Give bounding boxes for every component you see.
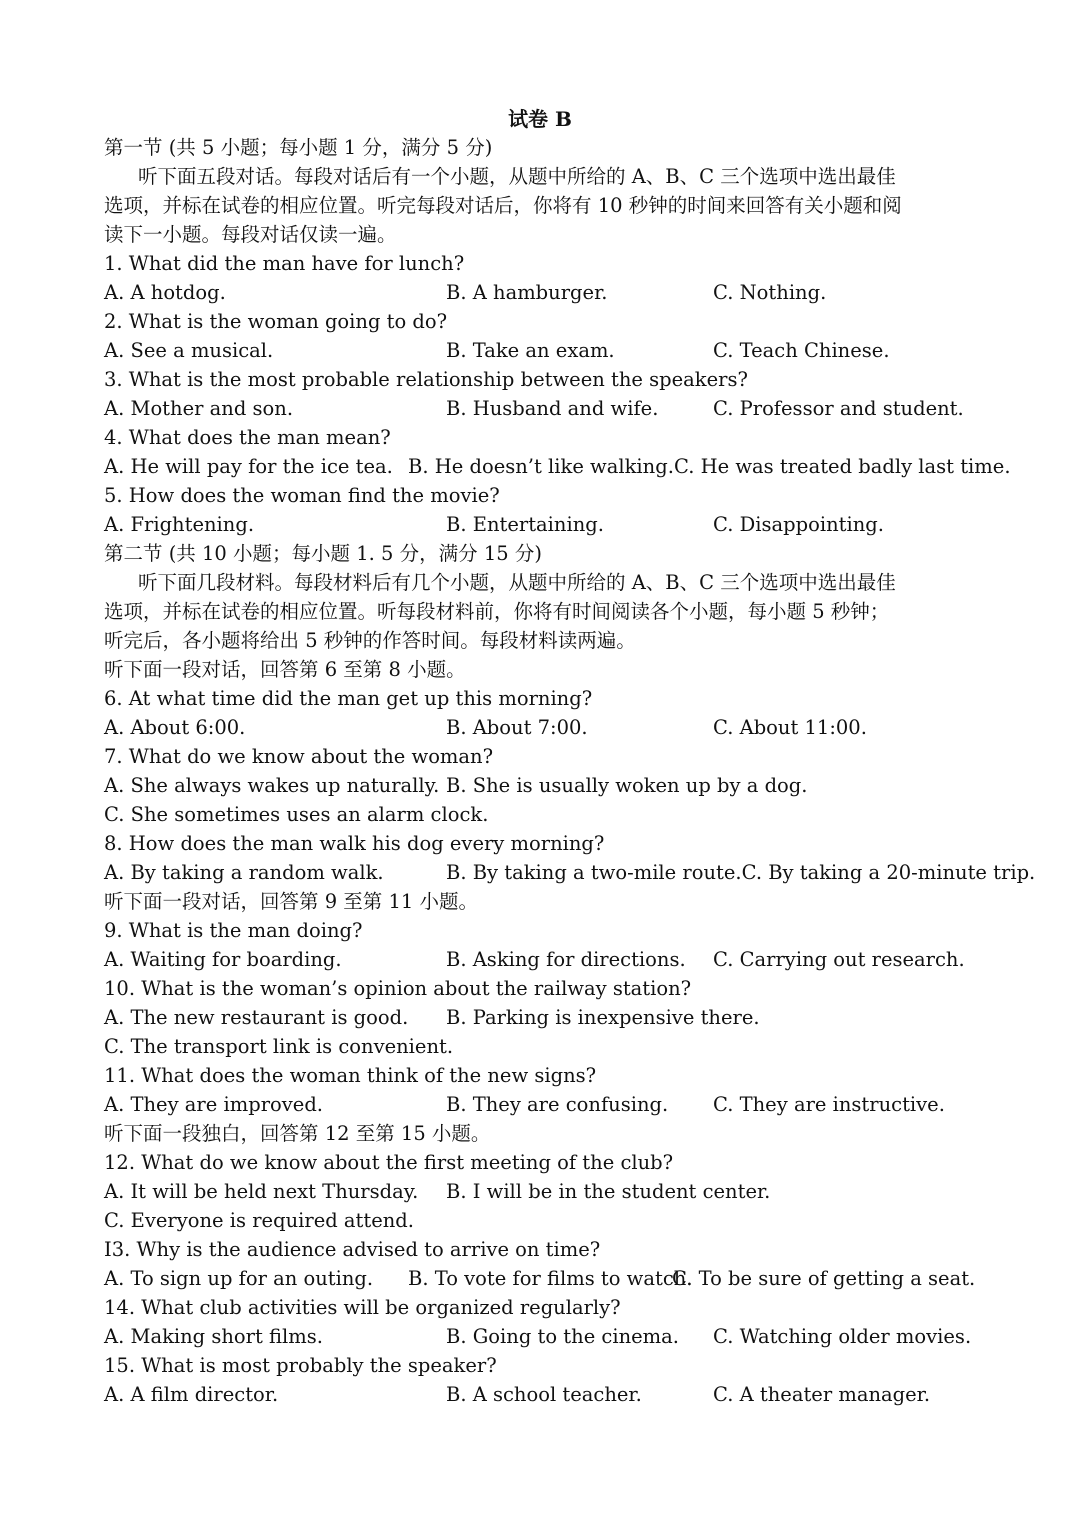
options-2 (104, 336, 984, 365)
option-b: B. She is usually woken up by a dog. (446, 774, 808, 797)
question-8: 8. How does the man walk his dog every morning? (104, 832, 605, 855)
option-b: B. About 7:00. (446, 716, 588, 739)
option-a: A. Waiting for boarding. (104, 948, 342, 971)
option-a: A. See a musical. (104, 339, 274, 362)
option-c: C. Everyone is required attend. (104, 1209, 414, 1232)
section1-instruction-line: 听下面五段对话。每段对话后有一个小题，从题中所给的 A、B、C 三个选项中选出最佳 (138, 165, 896, 188)
option-a: A. A film director. (104, 1383, 279, 1406)
options-6 (104, 713, 984, 742)
options-11 (104, 1090, 984, 1119)
section2-heading: 第二节 (共 10 小题；每小题 1. 5 分，满分 15 分) (104, 542, 542, 565)
option-b: B. I will be in the student center. (446, 1180, 771, 1203)
option-c: C. They are instructive. (713, 1093, 945, 1116)
options-7 (104, 771, 984, 800)
option-c: C. Watching older movies. (713, 1325, 972, 1348)
group-intro: 听下面一段对话，回答第 6 至第 8 小题。 (104, 658, 466, 681)
option-a: A. To sign up for an outing. (104, 1267, 374, 1290)
option-b: B. A hamburger. (446, 281, 608, 304)
question-11: 11. What does the woman think of the new signs? (104, 1064, 597, 1087)
option-b: B. A school teacher. (446, 1383, 642, 1406)
page-title: 试卷 B (508, 107, 572, 131)
option-b: B. Parking is inexpensive there. (446, 1006, 760, 1029)
option-b-c: B. By taking a two-mile route.C. By taking a 20-minute trip. (446, 861, 1036, 884)
question-6: 6. At what time did the man get up this morning? (104, 687, 593, 710)
options-15 (104, 1380, 984, 1409)
question-1: 1. What did the man have for lunch? (104, 252, 465, 275)
group-intro: 听下面一段独白，回答第 12 至第 15 小题。 (104, 1122, 491, 1145)
question-9: 9. What is the man doing? (104, 919, 363, 942)
section2-instruction-line: 听下面几段材料。每段材料后有几个小题，从题中所给的 A、B、C 三个选项中选出最佳 (138, 571, 896, 594)
option-c: C. Nothing. (713, 281, 827, 304)
section1-heading: 第一节 (共 5 小题；每小题 1 分，满分 5 分) (104, 136, 493, 159)
option-c: C. A theater manager. (713, 1383, 931, 1406)
option-c: C. Teach Chinese. (713, 339, 890, 362)
option-b: B. They are confusing. (446, 1093, 669, 1116)
option-b: B. Going to the cinema. (446, 1325, 680, 1348)
option-b: B. He doesn’t like walking. (408, 455, 674, 478)
option-a: A. Frightening. (104, 513, 255, 536)
option-c: C. She sometimes uses an alarm clock. (104, 803, 489, 826)
option-a: A. A hotdog. (104, 281, 226, 304)
option-c: C. Disappointing. (713, 513, 884, 536)
option-a: A. By taking a random walk. (104, 861, 384, 884)
option-a: A. The new restaurant is good. (104, 1006, 409, 1029)
question-4: 4. What does the man mean? (104, 426, 391, 449)
question-12: 12. What do we know about the first meeting of the club? (104, 1151, 674, 1174)
option-c: C. He was treated badly last time. (674, 455, 1011, 478)
options-9 (104, 945, 984, 974)
option-c: C. The transport link is convenient. (104, 1035, 454, 1058)
section2-instruction-line: 选项，并标在试卷的相应位置。听每段材料前，你将有时间阅读各个小题，每小题 5 秒钟； (104, 600, 890, 623)
option-b: B. Asking for directions. (446, 948, 686, 971)
option-a: A. About 6:00. (104, 716, 246, 739)
option-c: C. About 11:00. (713, 716, 867, 739)
option-a: A. She always wakes up naturally. (104, 774, 440, 797)
options-7-c (104, 800, 984, 829)
options-8 (104, 858, 1036, 887)
option-a: A. Making short films. (104, 1325, 323, 1348)
option-a: A. Mother and son. (104, 397, 294, 420)
option-a: A. It will be held next Thursday. (104, 1180, 419, 1203)
section2-instruction-line: 听完后，各小题将给出 5 秒钟的作答时间。每段材料读两遍。 (104, 629, 636, 652)
question-7: 7. What do we know about the woman? (104, 745, 494, 768)
options-10-c (104, 1032, 984, 1061)
exam-content (104, 133, 1036, 1409)
options-14 (104, 1322, 984, 1351)
option-b: B. To vote for films to watch. (408, 1267, 693, 1290)
section1-instruction-line: 选项，并标在试卷的相应位置。听完每段对话后，你将有 10 秒钟的时间来回答有关小题和阅 (104, 194, 902, 217)
section1-instruction-line: 读下一小题。每段对话仅读一遍。 (104, 223, 397, 246)
group-intro: 听下面一段对话，回答第 9 至第 11 小题。 (104, 890, 479, 913)
option-b: B. Husband and wife. (446, 397, 659, 420)
question-3: 3. What is the most probable relationship between the speakers? (104, 368, 748, 391)
option-c: C. Professor and student. (713, 397, 964, 420)
option-c: C. Carrying out research. (713, 948, 965, 971)
option-b: B. Entertaining. (446, 513, 604, 536)
options-3 (104, 394, 984, 423)
question-15: 15. What is most probably the speaker? (104, 1354, 497, 1377)
option-a: A. He will pay for the ice tea. (104, 455, 393, 478)
option-b: B. Take an exam. (446, 339, 615, 362)
options-12-c (104, 1206, 984, 1235)
question-13: I3. Why is the audience advised to arrive on time? (104, 1238, 601, 1261)
option-c: C. To be sure of getting a seat. (672, 1267, 976, 1290)
question-2: 2. What is the woman going to do? (104, 310, 448, 333)
options-10 (104, 1003, 984, 1032)
options-12 (104, 1177, 984, 1206)
options-1 (104, 278, 984, 307)
options-13 (104, 1264, 984, 1293)
question-5: 5. How does the woman find the movie? (104, 484, 500, 507)
option-a: A. They are improved. (104, 1093, 323, 1116)
question-14: 14. What club activities will be organized regularly? (104, 1296, 621, 1319)
options-4 (104, 452, 1011, 481)
question-10: 10. What is the woman’s opinion about the railway station? (104, 977, 692, 1000)
options-5 (104, 510, 984, 539)
